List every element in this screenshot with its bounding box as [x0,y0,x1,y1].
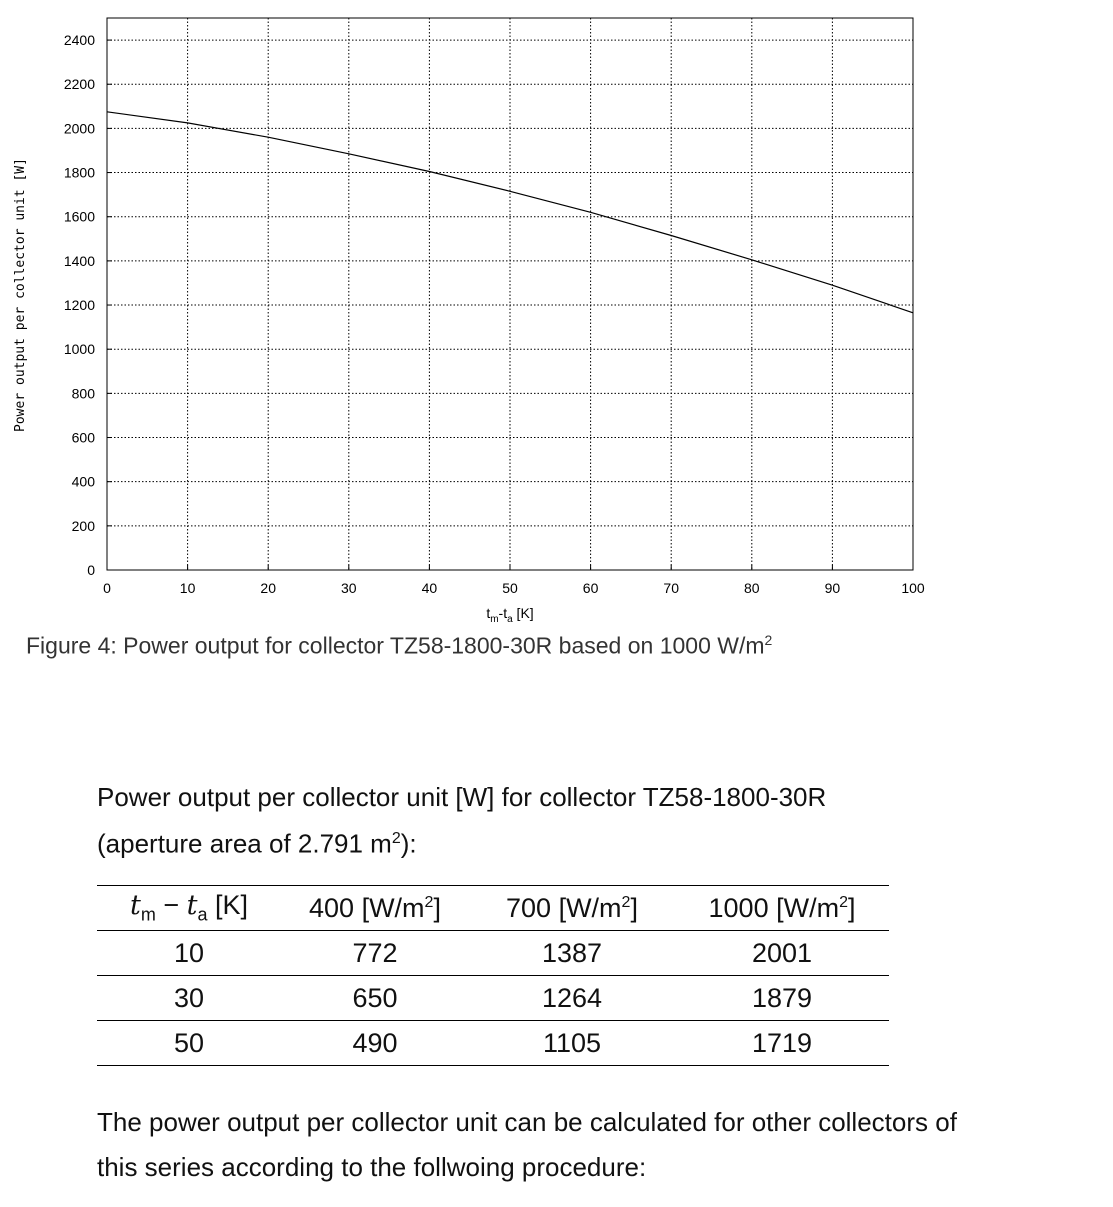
power-output-table [97,885,889,1066]
table-row [97,1021,889,1066]
y-tick-label: 2000 [63,120,95,137]
table-row [97,976,889,1021]
y-tick-label: 200 [71,517,95,534]
figure-caption: Figure 4: Power output for collector TZ58-1800-30R based on 1000 $W/m^2$ [26,632,773,659]
x-tick-label: 70 [663,580,679,596]
x-tick-label: 40 [421,580,438,596]
x-tick-label: 90 [824,580,841,596]
paragraph-line-1: The power output per collector unit can be calculated for other collectors of [97,1107,957,1137]
y-tick-label: 400 [71,473,95,490]
x-tick-label: 60 [582,580,599,596]
col-1000: 1000 $[W/m^2]$ [708,892,856,923]
y-tick-label: 600 [71,429,95,446]
table-row [97,931,889,976]
y-tick-label: 1400 [63,252,95,269]
table-cell: 10 [173,937,205,968]
table-cell: 1387 [541,937,603,968]
x-tick-label: 50 [502,580,518,596]
chart-grid [107,18,913,570]
y-tick-label: 2400 [63,32,95,49]
table-cell: 772 [352,937,398,968]
heading-line-1: Power output per collector unit [W] for collector TZ58-1800-30R [97,782,827,812]
table-cell: 50 [173,1027,205,1058]
table-cell: 650 [352,982,398,1013]
x-tick-label: 10 [179,580,196,596]
body-paragraph [97,1100,1113,1190]
y-tick-label: 0 [87,562,95,578]
x-tick-label: 0 [103,580,111,596]
y-tick-labels [64,32,112,578]
x-axis-label: $t_m-t_a$ [K] [486,605,534,625]
table-cell: 1264 [541,982,603,1013]
y-tick-label: 1000 [63,341,95,358]
x-tick-label: 20 [260,580,276,596]
y-tick-label: 1800 [63,164,95,181]
table-header-row [97,886,889,931]
table-cell: 1719 [751,1027,813,1058]
paragraph-line-2: this series according to the follwoing procedure: [97,1152,647,1182]
x-tick-label: 30 [341,580,357,596]
y-tick-label: 800 [71,385,95,402]
x-tick-label: 100 [901,580,925,596]
table-cell: 1879 [751,982,813,1013]
y-tick-label: 2200 [63,76,95,93]
table-cell: 490 [352,1027,398,1058]
y-axis-label: Power output per collector unit [W] [13,158,28,432]
col-700: 700 $[W/m^2]$ [506,892,638,923]
table-cell: 30 [173,982,205,1013]
x-tick-label: 80 [744,580,760,596]
y-tick-label: 1600 [63,208,95,225]
heading-line-2: (aperture area of 2.791 $m^2$): [97,828,417,859]
table-cell: 1105 [542,1027,602,1058]
table-heading [97,776,826,865]
col-400: 400 $[W/m^2]$ [309,892,441,923]
y-tick-label: 1200 [63,297,95,314]
col-temperature-difference: $t_m - t_a$ [K] [129,890,249,925]
table-cell: 2001 [751,937,813,968]
